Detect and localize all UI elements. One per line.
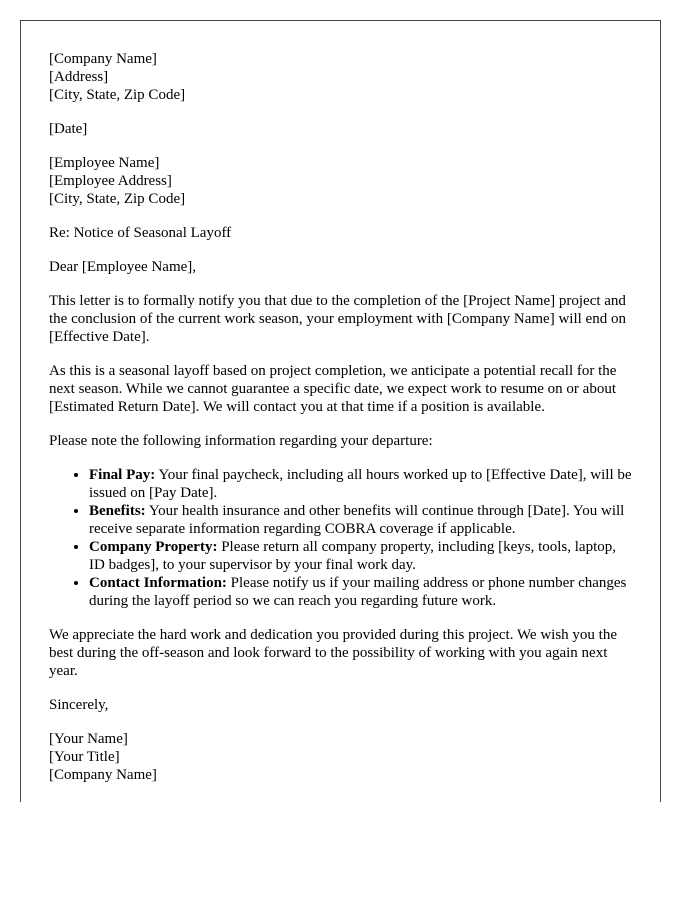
list-item-label: Benefits: [89, 503, 146, 519]
signature-name: [Your Name] [49, 731, 128, 747]
sender-address [49, 50, 632, 104]
signature-title: [Your Title] [49, 749, 120, 765]
list-item [89, 574, 632, 610]
recipient-name: [Employee Name] [49, 155, 160, 171]
list-item [89, 538, 632, 574]
list-item [89, 466, 632, 502]
letter-page [20, 20, 661, 802]
signature-company: [Company Name] [49, 767, 157, 783]
sender-company: [Company Name] [49, 51, 157, 67]
list-item-label: Final Pay: [89, 467, 156, 483]
list-item-text: Your health insurance and other benefits will continue through [Date]. You will receive separate information regarding COBRA coverage if applicable. [89, 503, 625, 537]
recipient-street: [Employee Address] [49, 173, 172, 189]
signature-block [49, 730, 632, 784]
subject-line: Re: Notice of Seasonal Layoff [49, 225, 232, 241]
list-item-text: Please notify us if your mailing address or phone number changes during the layoff period so we can reach you regarding future work. [89, 575, 627, 609]
letter-date: [Date] [49, 121, 88, 137]
salutation: Dear [Employee Name], [49, 259, 197, 275]
list-item-label: Contact Information: [89, 575, 227, 591]
sender-city: [City, State, Zip Code] [49, 87, 186, 103]
body-paragraph: Please note the following information regarding your departure: [49, 433, 433, 449]
body-paragraph: This letter is to formally notify you that due to the completion of the [Project Name] project and the conclusion of the current work season, your employment with [Company Name] will end on [Effective Date]. [49, 293, 626, 345]
list-item-text: Please return all company property, including [keys, tools, laptop, ID badges], to your supervisor by your final work day. [89, 539, 616, 573]
list-item-label: Company Property: [89, 539, 218, 555]
closing: Sincerely, [49, 697, 109, 713]
departure-info-list [49, 466, 632, 610]
list-item-text: Your final paycheck, including all hours worked up to [Effective Date], will be issued on [Pay Date]. [89, 467, 632, 501]
list-item [89, 502, 632, 538]
recipient-city: [City, State, Zip Code] [49, 191, 186, 207]
recipient-address [49, 154, 632, 208]
sender-street: [Address] [49, 69, 109, 85]
body-paragraph: As this is a seasonal layoff based on project completion, we anticipate a potential recall for the next season. While we cannot guarantee a specific date, we expect work to resume on or about [Estimated Return Date]. We will contact you at that time if a position is available. [49, 363, 617, 415]
closing-paragraph: We appreciate the hard work and dedication you provided during this project. We wish you the best during the off-season and look forward to the possibility of working with you again next year. [49, 627, 617, 679]
